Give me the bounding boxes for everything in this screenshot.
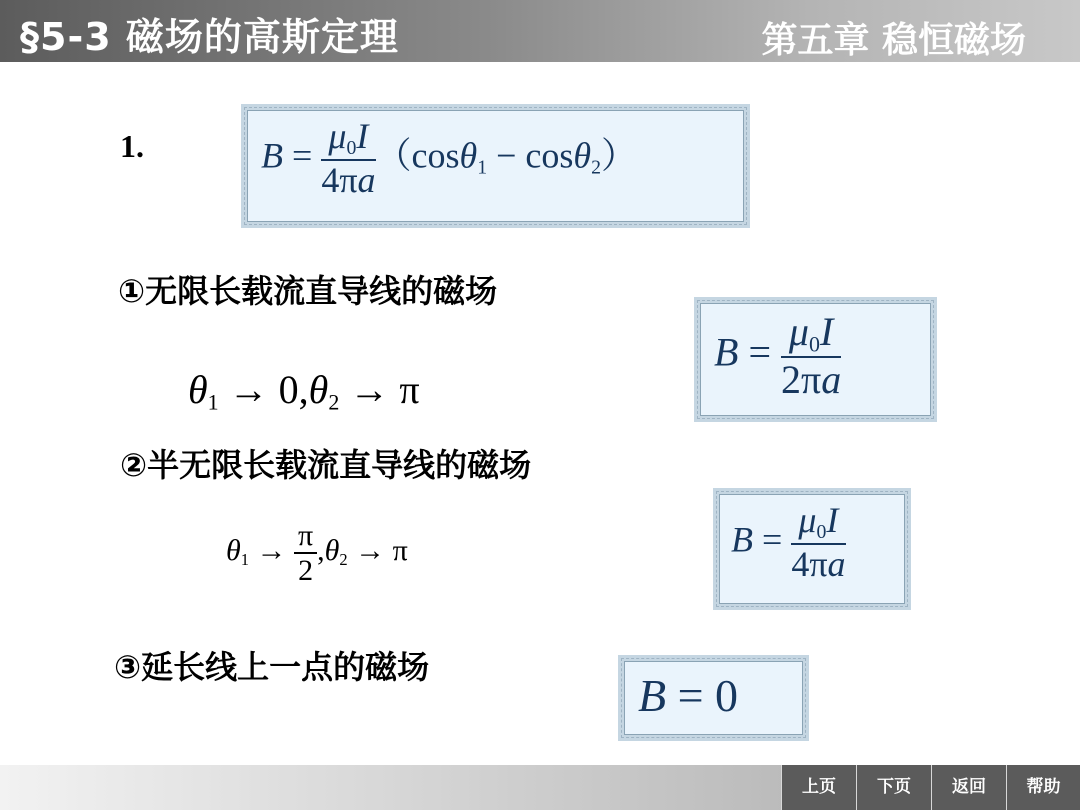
main-formula-box — [241, 104, 750, 228]
case-2-label: ②半无限长载流直导线的磁场 — [120, 446, 532, 484]
case-1-result-box — [694, 297, 937, 422]
case-3-label: ③延长线上一点的磁场 — [114, 648, 430, 686]
main-formula: B = $\frac{\mu_0I}{4\pi a}$ （cosθ$_1$ − cosθ$_2$） — [261, 116, 637, 200]
section-title: §5-3 磁场的高斯定理 — [20, 15, 399, 59]
help-button[interactable]: 帮助 — [1006, 765, 1080, 810]
case-1-label: ①无限长载流直导线的磁场 — [118, 272, 498, 310]
case-1-condition: $\theta_1 \to 0,\theta_2 \to \pi$ — [188, 367, 420, 415]
formula-eq: = — [292, 135, 313, 176]
chapter-title: 第五章 稳恒磁场 — [761, 20, 1026, 61]
formula-lhs: B — [261, 135, 283, 176]
back-button[interactable]: 返回 — [931, 765, 1006, 810]
case-1-result: B = $\frac{\mu_0I}{2\pi a}$ — [714, 309, 842, 402]
case-3-result-box — [618, 655, 809, 741]
header-bar — [0, 0, 1080, 62]
next-page-button[interactable]: 下页 — [856, 765, 931, 810]
formula-fraction: $\frac{\mu_0I}{4\pi a}$ — [321, 116, 376, 200]
item-number: 1. — [120, 128, 144, 164]
case-2-result-box — [713, 488, 911, 610]
case-2-result: B = $\frac{\mu_0I}{4\pi a}$ — [731, 500, 846, 584]
case-2-condition: $\theta_1$ → $\frac{\pi}{2}$ $,\theta_2 \to \pi$ — [226, 519, 408, 587]
case-3-result: B = 0 — [638, 670, 739, 721]
prev-page-button[interactable]: 上页 — [781, 765, 856, 810]
